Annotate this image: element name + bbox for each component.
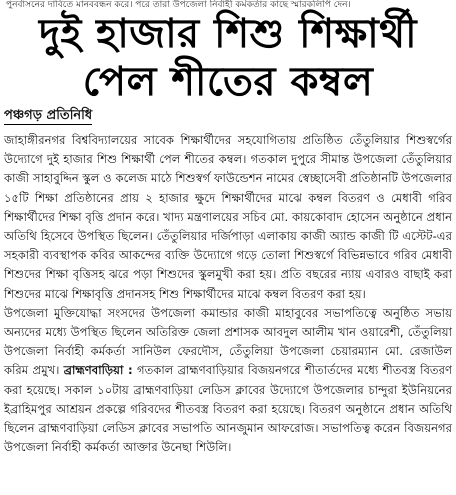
- article-body: [4, 131, 452, 457]
- previous-article-fragment: পুনর্বাসনের দাবিতে মানববন্ধন করে। পরে তারা উপজেলা নির্বাহী কর্মকর্তার কাছে স্মারকলিপি দেন।: [6, 0, 351, 10]
- headline-line-2: পেল শীতের কম্বল: [82, 58, 374, 105]
- byline: পঞ্চগড় প্রতিনিধি: [4, 108, 93, 123]
- article-paragraph-1: জাহাঙ্গীরনগর বিশ্ববিদ্যালয়ের সাবেক শিক্ষার্থীদের সহযোগিতায় প্রতিষ্ঠিত তেঁতুলিয়ার শিশুস্বর্গের উদ্যোগে দুই হাজার শিশু শিক্ষার্থী পেল শীতের কম্বল। গতকাল দুপুরে সীমান্ত উপজেলা তেঁতুলিয়ার কাজী সাহাবুদ্দিন স্কুল ও কলেজ মাঠে শিশুস্বর্গ ফাউন্ডেশন নামের স্বেচ্ছাসেবী প্রতিষ্ঠানটি উপজেলার ১৫টি শিক্ষা প্রতিষ্ঠানের প্রায় ২ হাজার ক্ষুদে শিক্ষার্থীদের মাঝে কম্বল বিতরণ ও মেধাবী গরিব শিক্ষার্থীদের শিক্ষা বৃত্তি প্রদান করে। খাদ্য মন্ত্রণালয়ের সচিব মো. কায়কোবাদ হোসেন অনুষ্ঠানে প্রধান অতিথি হিসেবে উপস্থিত ছিলেন। তেঁতুলিয়ার দর্জিপাড়া এলাকায় কাজী অ্যান্ড কাজী টি এস্টেট-এর সহকারী ব্যবস্থাপক কবির আকন্দের ব্যক্তি উদ্যোগে গড়ে তোলা শিশুস্বর্গে বিভিন্নভাবে গরিব মেধাবী শিশুদের শিক্ষা বৃত্তিসহ ঝরে পড়া শিশুদের স্কুলমুখী করা হয়। প্রতি বছরের ন্যায় এবারও বাছাই করা শিশুদের মাঝে শিক্ষাবৃত্তি প্রদানসহ শিশু শিক্ষার্থীদের মাঝে কম্বল বিতরণ করা হয়।: [4, 133, 452, 301]
- dateline-brahmanbaria: ব্রাহ্মণবাড়িয়া :: [63, 363, 133, 378]
- paragraph-2-text: উপজেলা মুক্তিযোদ্ধা সংসদের উপজেলা কমান্ডার কাজী মাহাবুবের সভাপতিত্বে অনুষ্ঠিত সভায় অন্যদের মধ্যে উপস্থিত ছিলেন অতিরিক্ত জেলা প্রশাসক আবদুল আলীম খান ওয়ারেশী, তেঁতুলিয়া উপজেলা নির্বাহী কর্মকর্তা সানিউল ফেরদৌস, তেঁতুলিয়া উপজেলা চেয়ারম্যান মো. রেজাউল করিম প্রমুখ।: [4, 305, 452, 378]
- headline-line-1: দুই হাজার শিশু শিক্ষার্থী: [38, 10, 418, 57]
- paragraph-2-continuation: গতকাল ব্রাহ্মণবাড়িয়ার বিজয়নগরে শীতার্তদের মধ্যে শীতবস্ত্র বিতরণ করা হয়েছে। সকাল ১০টায় ব্রাহ্মণবাড়িয়া লেডিস ক্লাবের উদ্যোগে উপজেলার চান্দুরা ইউনিয়নের ইব্রাহিমপুর আশ্রয়ন প্রকল্পে গরিবদের শীতবস্ত্র বিতরণ করা হয়েছে। বিতরণ অনুষ্ঠানে প্রধান অতিথি ছিলেন ব্রাহ্মণবাড়িয়া লেডিস ক্লাবের সভাপতি আনজুমান আফরোজ। সভাপতিত্ব করেন বিজয়নগর উপজেলা নির্বাহী কর্মকর্তা আক্তার উনেছা শিউলি।: [4, 363, 452, 455]
- article-paragraph-2: [4, 304, 452, 458]
- byline-underline: [4, 124, 92, 125]
